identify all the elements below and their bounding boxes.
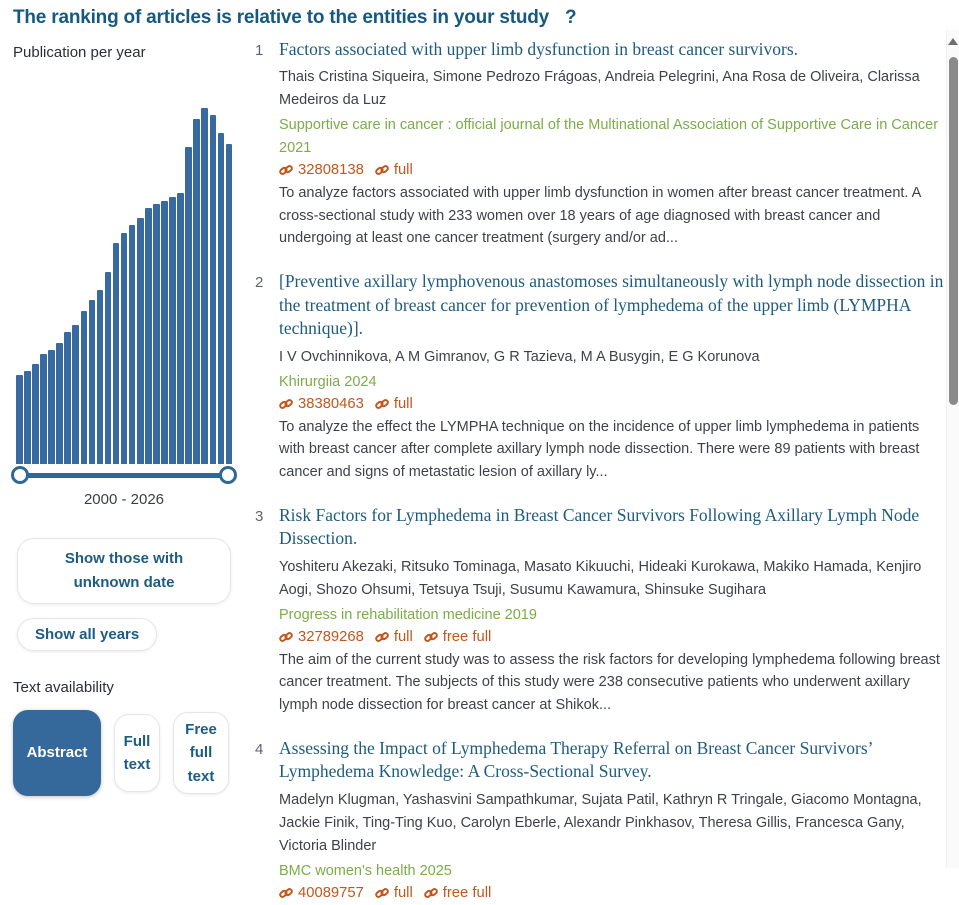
chart-bar-2015 bbox=[137, 218, 144, 464]
scrollbar[interactable] bbox=[946, 30, 959, 868]
article-title-link[interactable]: Risk Factors for Lymphedema in Breast Cancer Survivors Following Axillary Lymph Node Dissection. bbox=[279, 505, 920, 549]
slider-handle-left[interactable] bbox=[11, 466, 29, 484]
publications-chart bbox=[13, 108, 235, 464]
chart-bar-2007 bbox=[72, 325, 79, 464]
article-body bbox=[279, 270, 947, 483]
filter-free-full-text-button[interactable]: Free full text bbox=[173, 712, 229, 794]
article-authors: Yoshiteru Akezaki, Ritsuko Tominaga, Masato Kikuuchi, Hideaki Kurokawa, Makiko Hamada, Kenjiro Aogi, Shozo Ohsumi, Tetsuya Tsuji, Susumu Kawamura, Shinsuke Sugihara bbox=[279, 558, 922, 598]
article-rank-number: 3 bbox=[255, 508, 264, 525]
filter-abstract-button[interactable]: Abstract bbox=[13, 710, 101, 796]
article-authors: I V Ovchinnikova, A M Gimranov, G R Tazieva, M A Busygin, E G Korunova bbox=[279, 348, 760, 365]
article-rank-number: 2 bbox=[255, 274, 264, 292]
chart-bar-2006 bbox=[64, 332, 71, 464]
article-title-link[interactable]: [Preventive axillary lymphovenous anastomoses simultaneously with lymph node dissection in the treatment of breast cancer for prevention of lymphedema of the upper limb (LYMPHA technique)]. bbox=[279, 271, 944, 339]
show-all-years-button[interactable]: Show all years bbox=[17, 618, 157, 651]
article-results-list bbox=[255, 38, 947, 905]
article-abstract: To analyze the effect the LYMPHA technique on the incidence of upper limb lymphedema in patients with breast cancer after complete axillary lymph node dissection. There were 89 patients with breast cancer and signs of metastatic lesion of axillary ly... bbox=[279, 418, 920, 480]
link-label[interactable]: 40089757 bbox=[298, 884, 364, 901]
chart-bar-2024 bbox=[210, 115, 217, 464]
chart-bar-2005 bbox=[56, 343, 63, 464]
article-links-row bbox=[279, 396, 947, 412]
help-icon[interactable]: ? bbox=[565, 7, 577, 28]
chart-bar-2017 bbox=[153, 204, 160, 464]
article-item bbox=[255, 38, 947, 249]
fulltext-link[interactable] bbox=[375, 885, 413, 901]
chart-bar-2000 bbox=[16, 375, 23, 464]
chart-bar-2023 bbox=[201, 108, 208, 464]
page-title-text: The ranking of articles is relative to the entities in your study bbox=[13, 7, 550, 28]
page-title bbox=[13, 7, 576, 29]
link-label[interactable]: full bbox=[393, 395, 413, 412]
filters-sidebar bbox=[13, 44, 235, 796]
fulltext-link[interactable] bbox=[375, 396, 413, 412]
article-abstract: To analyze factors associated with upper limb dysfunction in women after breast cancer treatment. A cross-sectional study with 233 women over 18 years of age diagnosed with breast cancer and undergoing at least one cancer treatment (surgery and/or ad... bbox=[279, 185, 921, 246]
article-item bbox=[255, 737, 947, 905]
link-icon bbox=[424, 630, 438, 644]
link-label[interactable]: free full bbox=[442, 884, 492, 901]
article-journal-year: Khirurgiia 2024 bbox=[279, 373, 377, 390]
article-title-link[interactable]: Factors associated with upper limb dysfunction in breast cancer survivors. bbox=[279, 39, 799, 59]
link-icon bbox=[279, 163, 293, 177]
chart-bar-2002 bbox=[32, 364, 39, 464]
chart-bar-2019 bbox=[169, 197, 176, 464]
article-links-row bbox=[279, 885, 947, 901]
link-label[interactable]: 38380463 bbox=[298, 395, 364, 412]
chart-bar-2009 bbox=[89, 300, 96, 464]
filter-full-text-button[interactable]: Full text bbox=[114, 714, 160, 792]
chart-bar-2025 bbox=[218, 133, 225, 464]
article-title-link[interactable]: Assessing the Impact of Lymphedema Therapy Referral on Breast Cancer Survivors’ Lymphedema Knowledge: A Cross-Sectional Survey. bbox=[279, 738, 873, 782]
chart-bar-2016 bbox=[145, 208, 152, 464]
link-label[interactable]: free full bbox=[442, 628, 492, 645]
article-rank-number: 1 bbox=[255, 42, 264, 59]
link-label[interactable]: full bbox=[393, 628, 413, 645]
chart-title: Publication per year bbox=[13, 44, 146, 61]
chart-bar-2021 bbox=[185, 147, 192, 464]
link-label[interactable]: full bbox=[393, 162, 413, 179]
article-item bbox=[255, 270, 947, 483]
pmid-link[interactable] bbox=[279, 885, 364, 901]
chart-bar-2001 bbox=[24, 371, 31, 464]
link-label[interactable]: 32789268 bbox=[298, 628, 364, 645]
article-rank-number: 4 bbox=[255, 741, 264, 758]
fulltext-link[interactable] bbox=[375, 629, 413, 645]
article-body bbox=[279, 504, 947, 716]
link-label[interactable]: full bbox=[393, 884, 413, 901]
year-range-slider[interactable] bbox=[13, 464, 235, 488]
pmid-link[interactable] bbox=[279, 162, 364, 178]
article-journal-year: BMC women's health 2025 bbox=[279, 862, 452, 879]
pmid-link[interactable] bbox=[279, 396, 364, 412]
article-journal-year: Progress in rehabilitation medicine 2019 bbox=[279, 606, 537, 623]
article-body bbox=[279, 38, 947, 249]
chart-bar-2012 bbox=[113, 243, 120, 464]
text-availability-label: Text availability bbox=[13, 679, 114, 696]
link-label[interactable]: 32808138 bbox=[298, 162, 364, 179]
slider-track[interactable] bbox=[21, 473, 227, 478]
scrollbar-thumb[interactable] bbox=[949, 57, 958, 405]
article-authors: Madelyn Klugman, Yashasvini Sampathkumar, Sujata Patil, Kathryn R Tringale, Giacomo Montagna, Jackie Finik, Ting-Ting Kuo, Carolyn Eberle, Alexandr Pinkhasov, Theresa Gillis, Francesca Gany, Victoria Blinder bbox=[279, 791, 922, 854]
link-icon bbox=[375, 397, 389, 411]
article-body bbox=[279, 737, 947, 905]
chart-bar-2008 bbox=[81, 311, 88, 464]
text-availability-filters bbox=[13, 710, 235, 796]
article-authors: Thais Cristina Siqueira, Simone Pedrozo Frágoas, Andreia Pelegrini, Ana Rosa de Oliveira, Clarissa Medeiros da Luz bbox=[279, 69, 920, 109]
link-icon bbox=[279, 397, 293, 411]
pmid-link[interactable] bbox=[279, 629, 364, 645]
link-icon bbox=[279, 886, 293, 900]
article-item bbox=[255, 504, 947, 716]
article-abstract: The aim of the current study was to assess the risk factors for developing lymphedema following breast cancer treatment. The subjects of this study were 238 consecutive patients who underwent axillary lymph node dissection for breast cancer at Shikok... bbox=[279, 651, 940, 713]
article-journal-year: Supportive care in cancer : official journal of the Multinational Association of Supportive Care in Cancer 2021 bbox=[279, 117, 939, 157]
chart-bar-2003 bbox=[40, 354, 47, 464]
fulltext-link[interactable] bbox=[424, 629, 492, 645]
fulltext-link[interactable] bbox=[375, 162, 413, 178]
chart-bar-2013 bbox=[121, 233, 128, 464]
fulltext-link[interactable] bbox=[424, 885, 492, 901]
link-icon bbox=[424, 886, 438, 900]
link-icon bbox=[375, 886, 389, 900]
chart-bar-2011 bbox=[105, 272, 112, 464]
scroll-up-arrow-icon[interactable] bbox=[948, 38, 958, 45]
link-icon bbox=[375, 163, 389, 177]
link-icon bbox=[375, 630, 389, 644]
chart-bar-2018 bbox=[161, 201, 168, 464]
article-links-row bbox=[279, 162, 947, 178]
chart-bar-2010 bbox=[97, 290, 104, 464]
link-icon bbox=[279, 630, 293, 644]
chart-bar-2004 bbox=[48, 350, 55, 464]
chart-bar-2022 bbox=[193, 119, 200, 464]
show-unknown-date-button[interactable]: Show those with unknown date bbox=[17, 538, 231, 604]
slider-handle-right[interactable] bbox=[219, 466, 237, 484]
chart-bar-2020 bbox=[177, 193, 184, 464]
chart-bar-2026 bbox=[226, 144, 233, 464]
article-links-row bbox=[279, 629, 947, 645]
year-range-label: 2000 - 2026 bbox=[83, 491, 165, 508]
chart-bar-2014 bbox=[129, 225, 136, 464]
